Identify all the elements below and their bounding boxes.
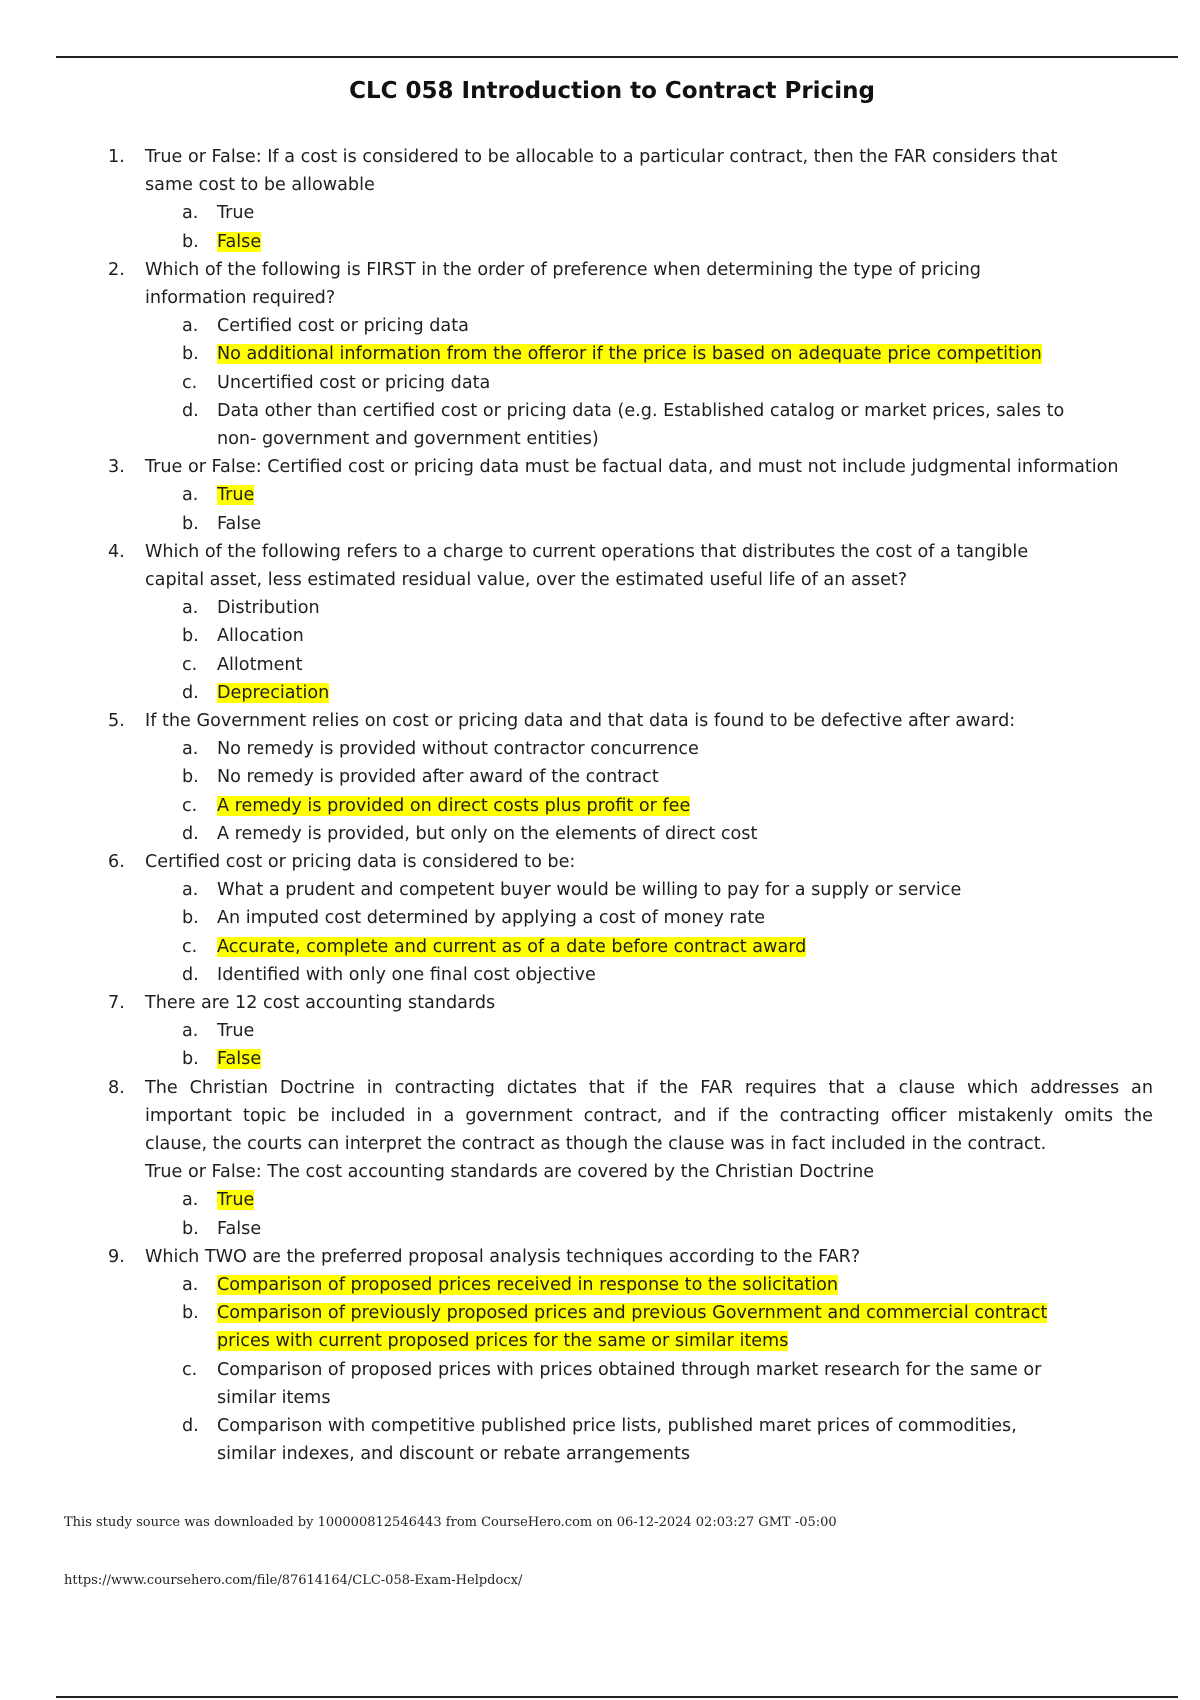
page-title: CLC 058 Introduction to Contract Pricing <box>349 78 875 104</box>
question-text: Which of the following refers to a charge to current operations that distributes the cost of a tangible <box>145 541 1029 562</box>
question-text: Which TWO are the preferred proposal analysis techniques according to the FAR? <box>145 1246 861 1267</box>
option-text-span: False <box>217 1049 262 1070</box>
option-letter: b. <box>182 767 199 788</box>
option-text-span: False <box>217 513 262 534</box>
option-text <box>217 1441 690 1467</box>
option-text-span: A remedy is provided, but only on the elements of direct cost <box>217 823 758 844</box>
highlighted-answer <box>217 793 690 819</box>
question-number: 5. <box>108 711 125 731</box>
option-text <box>217 398 1064 424</box>
question-number: 6. <box>108 852 125 872</box>
option-letter: a. <box>182 739 199 760</box>
option-letter: b. <box>182 908 199 929</box>
option-letter: a. <box>182 1021 199 1042</box>
highlighted-answer <box>217 229 261 255</box>
option-text-span: False <box>217 1218 262 1239</box>
option-text <box>217 313 469 339</box>
question-text: If the Government relies on cost or pricing data and that data is found to be defective after award: <box>145 711 1016 731</box>
question-number: 7. <box>108 993 125 1013</box>
highlighted-answer <box>217 1046 261 1072</box>
option-text <box>217 1357 1041 1383</box>
download-note: This study source was downloaded by 100000812546443 from CourseHero.com on 06-12-2024 02:03:27 GMT -05:00 <box>64 1515 837 1530</box>
highlighted-answer <box>217 1300 1047 1326</box>
highlighted-answer <box>217 680 329 706</box>
option-text-span: Allotment <box>217 654 303 675</box>
option-text-span: No remedy is provided without contractor concurrence <box>217 739 699 760</box>
question-number: 4. <box>108 541 125 562</box>
option-letter: a. <box>182 485 199 506</box>
highlighted-answer <box>217 1187 254 1213</box>
option-text-span: prices with current proposed prices for the same or similar items <box>217 1331 789 1352</box>
option-letter: d. <box>182 964 199 985</box>
highlighted-answer <box>217 934 806 960</box>
question-text: clause, the courts can interpret the contract as though the clause was in fact included in the contract. <box>145 1134 1047 1154</box>
option-text <box>217 821 757 847</box>
option-text-span: Comparison of proposed prices received in response to the solicitation <box>217 1275 839 1295</box>
question-text: same cost to be allowable <box>145 175 375 196</box>
option-letter: d. <box>182 400 199 421</box>
option-text-span: No additional information from the offeror if the price is based on adequate price competition <box>217 344 1042 365</box>
question-text: True or False: If a cost is considered to be allocable to a particular contract, then the FAR considers that <box>145 147 1058 167</box>
option-text-span: Distribution <box>217 598 320 619</box>
option-letter: d. <box>182 682 199 703</box>
question-text: True or False: The cost accounting standards are covered by the Christian Doctrine <box>145 1162 875 1183</box>
option-text-span: Uncertified cost or pricing data <box>217 372 491 393</box>
question-text: information required? <box>145 288 336 308</box>
question-text: capital asset, less estimated residual value, over the estimated useful life of an asset? <box>145 570 908 590</box>
option-text <box>217 511 261 537</box>
option-letter: a. <box>182 598 199 619</box>
option-text <box>217 877 961 903</box>
question-number: 9. <box>108 1246 125 1267</box>
question-number: 8. <box>108 1077 125 1098</box>
option-text-span: Accurate, complete and current as of a date before contract award <box>217 936 807 957</box>
option-text <box>217 764 659 790</box>
question-number: 1. <box>108 147 125 167</box>
option-letter: b. <box>182 231 199 252</box>
option-text <box>217 1018 254 1044</box>
option-letter: c. <box>182 372 198 393</box>
question-text: True or False: Certified cost or pricing data must be factual data, and must not include judgmental information <box>145 457 1119 478</box>
option-text-span: Certified cost or pricing data <box>217 316 469 337</box>
option-text <box>217 1413 1017 1439</box>
option-text <box>217 1216 261 1242</box>
option-letter: b. <box>182 1049 199 1070</box>
question-number: 3. <box>108 457 125 478</box>
question-text: Certified cost or pricing data is considered to be: <box>145 852 576 872</box>
source-url[interactable]: https://www.coursehero.com/file/87614164/CLC-058-Exam-Helpdocx/ <box>64 1573 523 1588</box>
option-text <box>217 736 699 762</box>
option-letter: a. <box>182 1275 199 1295</box>
question-text: There are 12 cost accounting standards <box>145 993 496 1013</box>
highlighted-answer <box>217 1272 838 1298</box>
option-letter: c. <box>182 1359 198 1380</box>
option-letter: c. <box>182 654 198 675</box>
option-text-span: Identified with only one final cost objective <box>217 964 596 985</box>
option-text-span: Allocation <box>217 626 304 647</box>
highlighted-answer <box>217 341 1042 367</box>
option-text-span: Depreciation <box>217 682 330 703</box>
option-text <box>217 1385 331 1411</box>
option-text-span: Comparison with competitive published price lists, published maret prices of commodities, <box>217 1416 1017 1436</box>
option-text-span: True <box>217 1190 255 1211</box>
option-letter: b. <box>182 513 199 534</box>
option-text-span: False <box>217 231 262 252</box>
highlighted-answer <box>217 482 254 508</box>
option-text-span: non- government and government entities) <box>217 429 599 449</box>
question-text: important topic be included in a government contract, and if the contracting officer mistakenly omits the <box>145 1105 1153 1126</box>
option-letter: d. <box>182 1416 199 1436</box>
option-letter: b. <box>182 1303 199 1324</box>
bottom-rule <box>56 1696 1178 1698</box>
option-text <box>217 962 596 988</box>
option-letter: c. <box>182 936 198 957</box>
option-text <box>217 200 254 226</box>
option-text-span: A remedy is provided on direct costs plus profit or fee <box>217 795 691 816</box>
option-text-span: True <box>217 485 255 506</box>
option-text <box>217 426 599 452</box>
option-letter: a. <box>182 1190 199 1211</box>
option-text-span: No remedy is provided after award of the contract <box>217 767 659 788</box>
option-letter: a. <box>182 316 199 337</box>
option-letter: b. <box>182 626 199 647</box>
option-text-span: Data other than certified cost or pricing data (e.g. Established catalog or market prices, sales to <box>217 400 1065 421</box>
highlighted-answer <box>217 1328 788 1354</box>
question-text: Which of the following is FIRST in the order of preference when determining the type of pricing <box>145 259 981 280</box>
option-text-span: True <box>217 203 255 224</box>
option-text <box>217 370 490 396</box>
option-text <box>217 623 304 649</box>
option-text-span: What a prudent and competent buyer would be willing to pay for a supply or service <box>217 880 962 901</box>
option-letter: a. <box>182 880 199 901</box>
question-number: 2. <box>108 259 125 280</box>
option-letter: a. <box>182 203 199 224</box>
option-letter: b. <box>182 1218 199 1239</box>
option-letter: b. <box>182 344 199 365</box>
option-text-span: Comparison of previously proposed prices and previous Government and commercial contract <box>217 1303 1048 1324</box>
option-text-span: similar items <box>217 1387 331 1408</box>
option-text <box>217 905 765 931</box>
option-text-span: similar indexes, and discount or rebate arrangements <box>217 1444 691 1465</box>
option-text-span: True <box>217 1021 255 1042</box>
option-text-span: An imputed cost determined by applying a cost of money rate <box>217 908 766 929</box>
option-text <box>217 652 303 678</box>
option-letter: d. <box>182 823 199 844</box>
option-text-span: Comparison of proposed prices with prices obtained through market research for the same or <box>217 1359 1042 1380</box>
option-letter: c. <box>182 795 198 816</box>
question-text: The Christian Doctrine in contracting dictates that if the FAR requires that a clause which addresses an <box>145 1077 1153 1098</box>
option-text <box>217 595 320 621</box>
